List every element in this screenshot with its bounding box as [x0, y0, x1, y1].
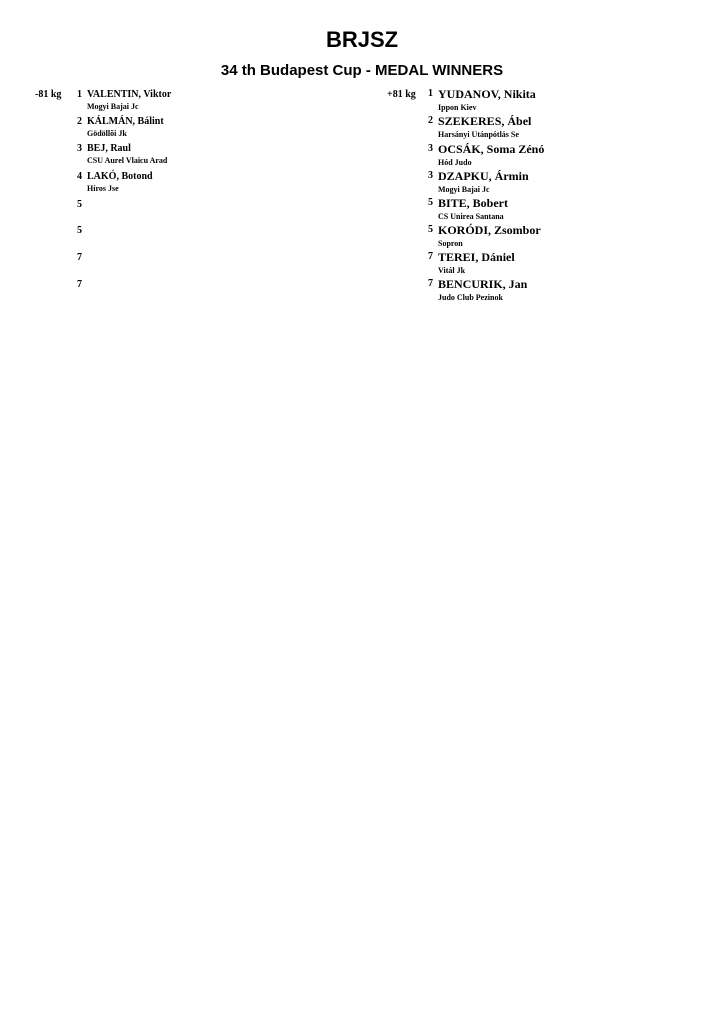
athlete-name: KÁLMÁN, Bálint	[87, 116, 164, 127]
result-entry	[35, 115, 335, 142]
result-entry	[387, 250, 707, 277]
result-place: 3	[428, 170, 433, 181]
weight-class-label: +81 kg	[387, 89, 416, 100]
result-entry	[35, 142, 335, 169]
athlete-club: CS Unirea Santana	[438, 212, 504, 221]
result-entry	[35, 198, 335, 225]
result-place: 7	[428, 251, 433, 262]
result-place: 3	[428, 143, 433, 154]
result-entry	[387, 87, 707, 114]
result-place: 2	[77, 116, 82, 127]
result-entry	[35, 224, 335, 251]
result-place: 5	[428, 197, 433, 208]
athlete-name: VALENTIN, Viktor	[87, 89, 172, 100]
athlete-name: YUDANOV, Nikita	[438, 87, 536, 101]
result-place: 5	[77, 199, 82, 210]
athlete-name: BENCURIK, Jan	[438, 277, 528, 291]
athlete-club: Gödöllõi Jk	[87, 129, 127, 138]
athlete-club: Hód Judo	[438, 158, 472, 167]
result-place: 1	[77, 89, 82, 100]
result-place: 7	[77, 279, 82, 290]
result-place: 3	[77, 143, 82, 154]
athlete-name: TEREI, Dániel	[438, 250, 515, 264]
result-entry	[35, 170, 335, 197]
result-entry	[387, 142, 707, 169]
athlete-club: Mogyi Bajai Jc	[87, 102, 139, 111]
athlete-club: Sopron	[438, 239, 463, 248]
result-place: 5	[77, 225, 82, 236]
athlete-club: CSU Aurel Vlaicu Arad	[87, 156, 168, 165]
result-entry	[387, 277, 707, 304]
result-place: 4	[77, 171, 82, 182]
result-place: 1	[428, 88, 433, 99]
result-place: 7	[428, 278, 433, 289]
athlete-club: Híros Jse	[87, 184, 119, 193]
athlete-club: Mogyi Bajai Jc	[438, 185, 490, 194]
athlete-name: KORÓDI, Zsombor	[438, 223, 541, 237]
result-place: 7	[77, 252, 82, 263]
result-entry	[387, 196, 707, 223]
result-entry	[35, 251, 335, 278]
athlete-name: SZEKERES, Ábel	[438, 114, 532, 128]
athlete-name: OCSÁK, Soma Zénó	[438, 142, 545, 156]
athlete-name: BEJ, Raul	[87, 143, 131, 154]
weight-class-label: -81 kg	[35, 89, 62, 100]
result-entry	[387, 114, 707, 141]
result-entry	[35, 88, 335, 115]
page-title: BRJSZ	[325, 27, 399, 52]
athlete-club: Judo Club Pezinok	[438, 293, 503, 302]
result-entry	[35, 278, 335, 305]
result-entry	[387, 223, 707, 250]
result-place: 2	[428, 115, 433, 126]
result-entry	[387, 169, 707, 196]
result-place: 5	[428, 224, 433, 235]
athlete-club: Vitál Jk	[438, 266, 466, 275]
athlete-name: DZAPKU, Ármin	[438, 169, 529, 183]
athlete-name: BITE, Bobert	[438, 196, 509, 210]
athlete-club: Ippon Kiev	[438, 103, 477, 112]
athlete-club: Harsányi Utánpótlás Se	[438, 130, 519, 139]
page-subtitle: 34 th Budapest Cup - MEDAL WINNERS	[220, 62, 504, 79]
athlete-name: LAKÓ, Botond	[87, 171, 153, 182]
